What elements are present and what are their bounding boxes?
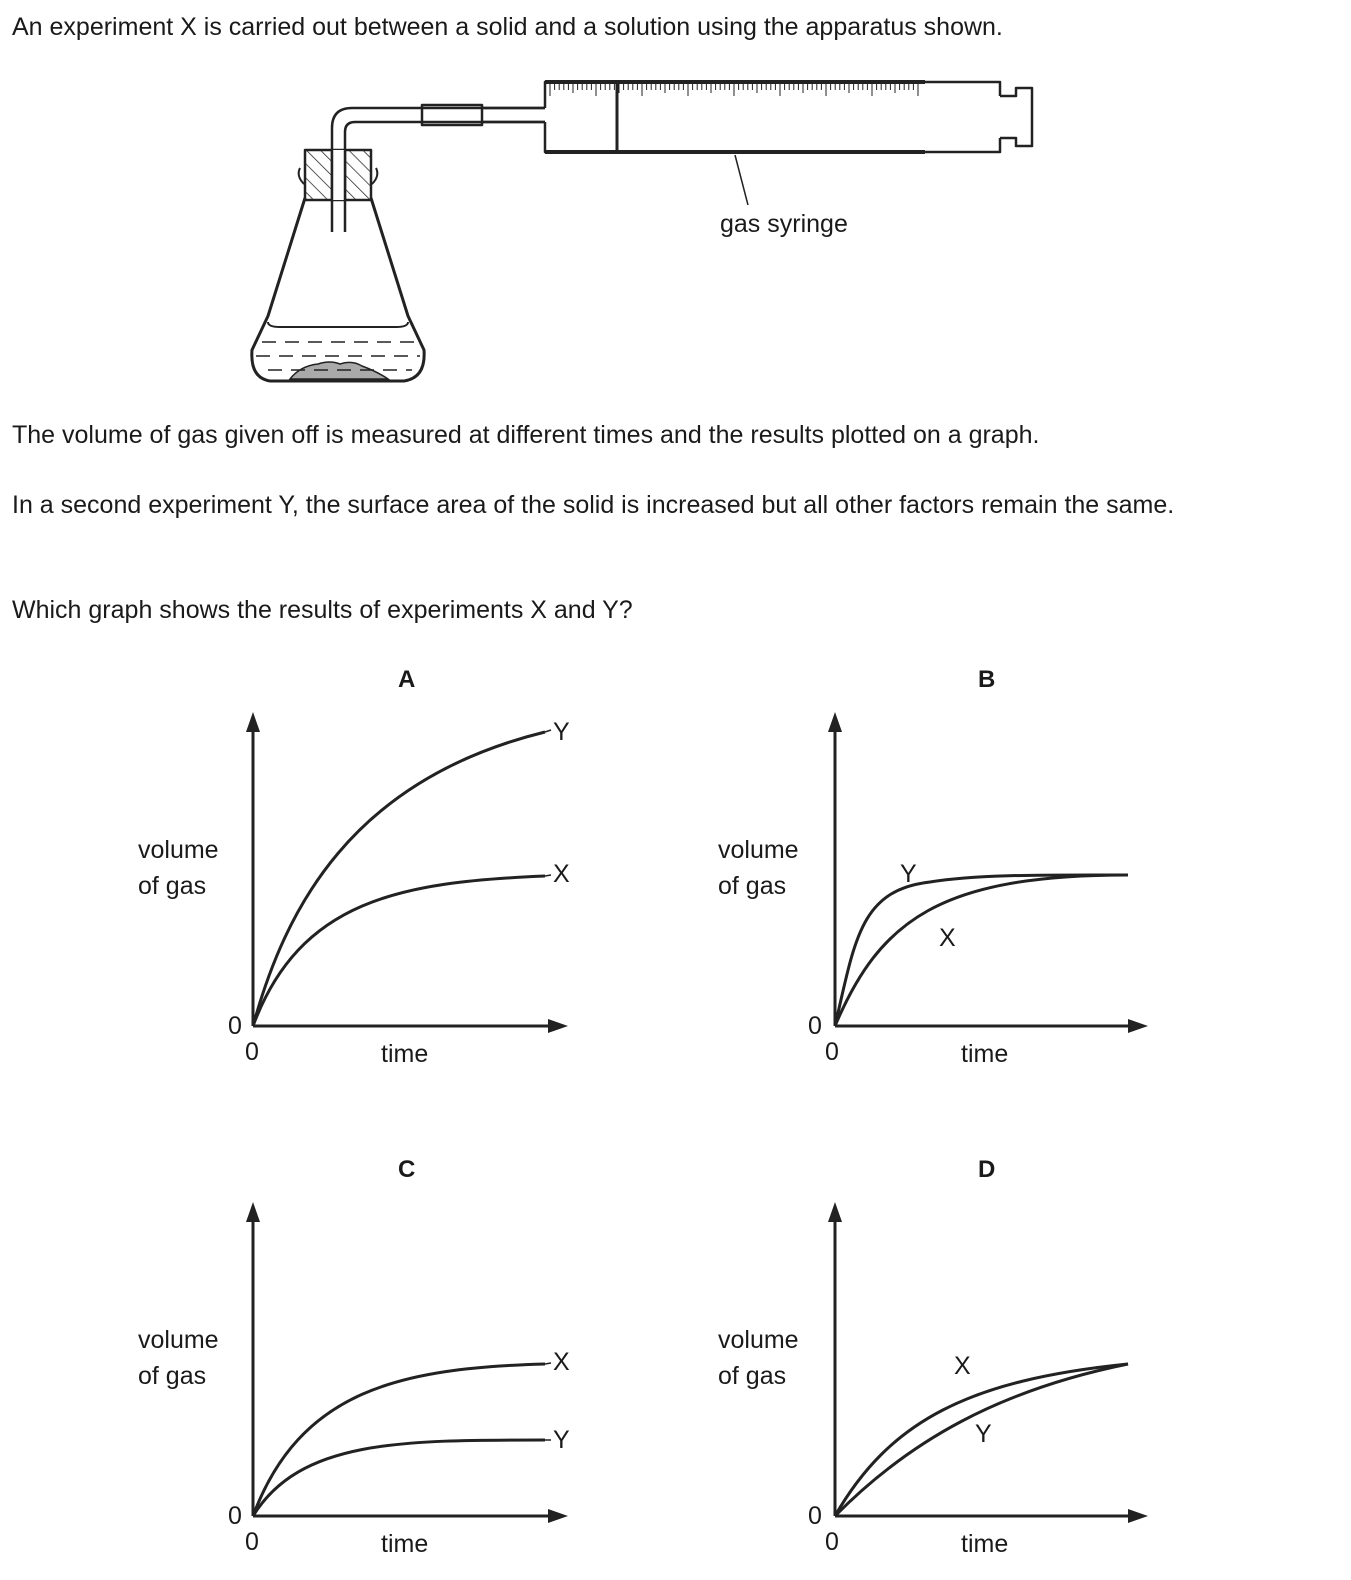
y-origin-label: 0	[228, 1502, 242, 1530]
graph-title: C	[398, 1156, 416, 1183]
y-label-line-1: volume	[718, 836, 799, 864]
y-origin-label: 0	[808, 1012, 822, 1040]
graph-b	[580, 660, 1140, 1090]
series-label: X	[954, 1352, 971, 1380]
x-axis-label: time	[961, 1040, 1009, 1068]
x-axis-arrow	[1128, 1509, 1148, 1523]
y-label-line-2: of gas	[718, 1362, 787, 1390]
y-label-line-1: volume	[138, 1326, 219, 1354]
series-label: X	[553, 860, 570, 888]
question-second: In a second experiment Y, the surface area of the solid is increased but all other factors remain the same.	[12, 491, 1175, 519]
syringe-barrel	[545, 82, 1000, 152]
question-intro: An experiment X is carried out between a solid and a solution using the apparatus shown.	[12, 13, 1003, 41]
y-label-line-1: volume	[138, 836, 219, 864]
y-axis-arrow	[246, 712, 260, 732]
y-axis-arrow	[828, 1202, 842, 1222]
curve-x	[253, 876, 545, 1026]
x-origin-label: 0	[245, 1528, 259, 1556]
graph-d	[580, 1150, 1140, 1580]
question-ask: Which graph shows the results of experiments X and Y?	[12, 596, 633, 624]
graph-b-plot	[580, 660, 1180, 1090]
x-axis-label: time	[381, 1530, 429, 1558]
conical-flask	[252, 198, 424, 381]
y-label-line-2: of gas	[138, 872, 207, 900]
x-axis-arrow	[548, 1509, 568, 1523]
x-axis-arrow	[1128, 1019, 1148, 1033]
x-origin-label: 0	[825, 1038, 839, 1066]
graph-a-plot	[0, 660, 600, 1090]
curve-y	[253, 1440, 545, 1516]
x-axis-label: time	[961, 1530, 1009, 1558]
liquid-surface	[268, 322, 408, 327]
syringe-label: gas syringe	[720, 210, 848, 238]
x-origin-label: 0	[825, 1528, 839, 1556]
series-label: Y	[553, 718, 570, 746]
series-label: Y	[553, 1426, 570, 1454]
y-label-line-1: volume	[718, 1326, 799, 1354]
series-label: Y	[975, 1420, 992, 1448]
graph-c-plot	[0, 1150, 600, 1580]
graph-d-plot	[580, 1150, 1180, 1580]
graph-title: B	[978, 666, 996, 693]
series-label: X	[939, 924, 956, 952]
x-origin-label: 0	[245, 1038, 259, 1066]
graph-c	[0, 1150, 570, 1580]
graph-title: A	[398, 666, 416, 693]
curve-x	[835, 875, 1128, 1026]
x-axis-label: time	[381, 1040, 429, 1068]
graph-a	[0, 660, 570, 1090]
syringe-scale	[550, 84, 918, 96]
graph-title: D	[978, 1156, 996, 1183]
apparatus-diagram	[0, 0, 1351, 410]
y-axis-arrow	[828, 712, 842, 732]
y-axis-arrow	[246, 1202, 260, 1222]
series-label: Y	[900, 860, 917, 888]
y-origin-label: 0	[228, 1012, 242, 1040]
y-origin-label: 0	[808, 1502, 822, 1530]
question-measure: The volume of gas given off is measured at different times and the results plotted on a graph.	[12, 421, 1040, 449]
series-label: X	[553, 1348, 570, 1376]
x-axis-arrow	[548, 1019, 568, 1033]
y-label-line-2: of gas	[718, 872, 787, 900]
y-label-line-2: of gas	[138, 1362, 207, 1390]
